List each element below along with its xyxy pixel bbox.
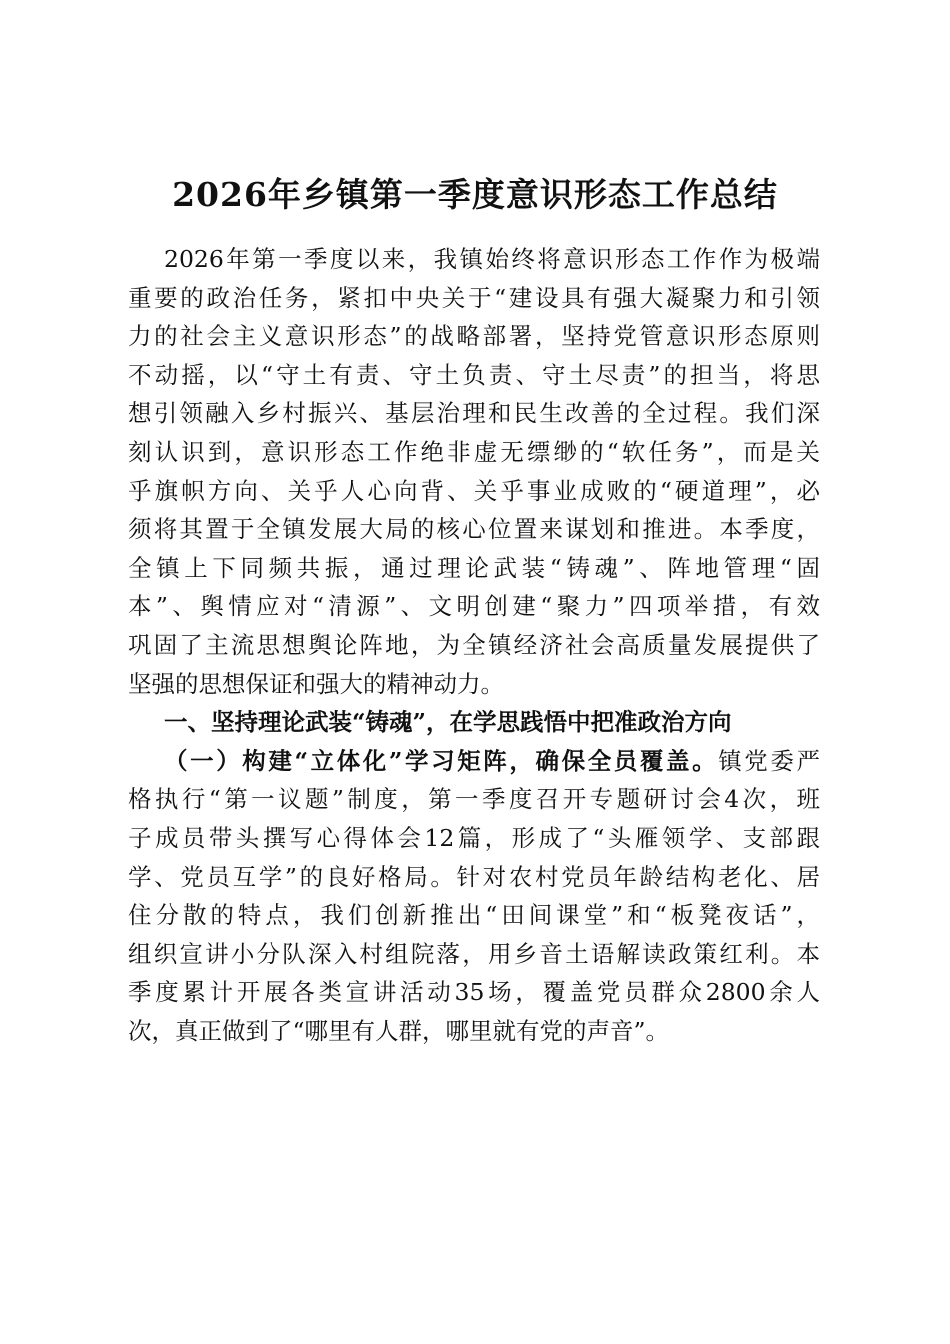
- intro-line: 巩固了主流思想舆论阵地，为全镇经济社会高质量发展提供了: [128, 630, 820, 659]
- intro-line: 重要的政治任务，紧扣中央关于“建设具有强大凝聚力和引领: [128, 283, 820, 312]
- intro-line: 本”、舆情应对“清源”、文明创建“聚力”四项举措，有效: [128, 592, 820, 621]
- subsection-title: （一）构建“立体化”学习矩阵，确保全员覆盖。: [164, 746, 719, 775]
- body-line: 子成员带头撰写心得体会12篇，形成了“头雁领学、支部跟: [128, 823, 820, 852]
- intro-line: 全镇上下同频共振，通过理论武装“铸魂”、阵地管理“固: [128, 553, 820, 582]
- subsection-text: 镇党委严: [718, 746, 820, 775]
- subsection-first-line: [128, 742, 820, 781]
- body-line: 组织宣讲小分队深入村组院落，用乡音土语解读政策红利。本: [128, 939, 820, 968]
- body-line: 学、党员互学”的良好格局。针对农村党员年龄结构老化、居: [128, 862, 820, 891]
- intro-line: 坚强的思想保证和强大的精神动力。: [128, 669, 504, 698]
- body-line: 次，真正做到了“哪里有人群，哪里就有党的声音”。: [128, 1016, 670, 1045]
- body-line: 住分散的特点，我们创新推出“田间课堂”和“板凳夜话”，: [128, 901, 820, 930]
- section-heading: 一、坚持理论武装“铸魂”，在学思践悟中把准政治方向: [164, 708, 732, 737]
- intro-line: 不动摇，以“守土有责、守土负责、守土尽责”的担当，将思: [128, 360, 820, 389]
- body-line: 季度累计开展各类宣讲活动35场，覆盖党员群众2800余人: [128, 978, 820, 1007]
- intro-line: 力的社会主义意识形态”的战略部署，坚持党管意识形态原则: [128, 322, 820, 351]
- intro-line: 刻认识到，意识形态工作绝非虚无缥缈的“软任务”，而是关: [128, 437, 820, 466]
- intro-line: 乎旗帜方向、关乎人心向背、关乎事业成败的“硬道理”，必: [128, 476, 820, 505]
- document-body: [128, 240, 820, 1050]
- intro-line: 须将其置于全镇发展大局的核心位置来谋划和推进。本季度，: [128, 515, 820, 544]
- intro-line: 2026年第一季度以来，我镇始终将意识形态工作作为极端: [164, 245, 820, 273]
- document-title: 2026年乡镇第一季度意识形态工作总结: [172, 175, 778, 214]
- intro-line: 想引领融入乡村振兴、基层治理和民生改善的全过程。我们深: [128, 399, 820, 428]
- body-line: 格执行“第一议题”制度，第一季度召开专题研讨会4次，班: [128, 785, 820, 814]
